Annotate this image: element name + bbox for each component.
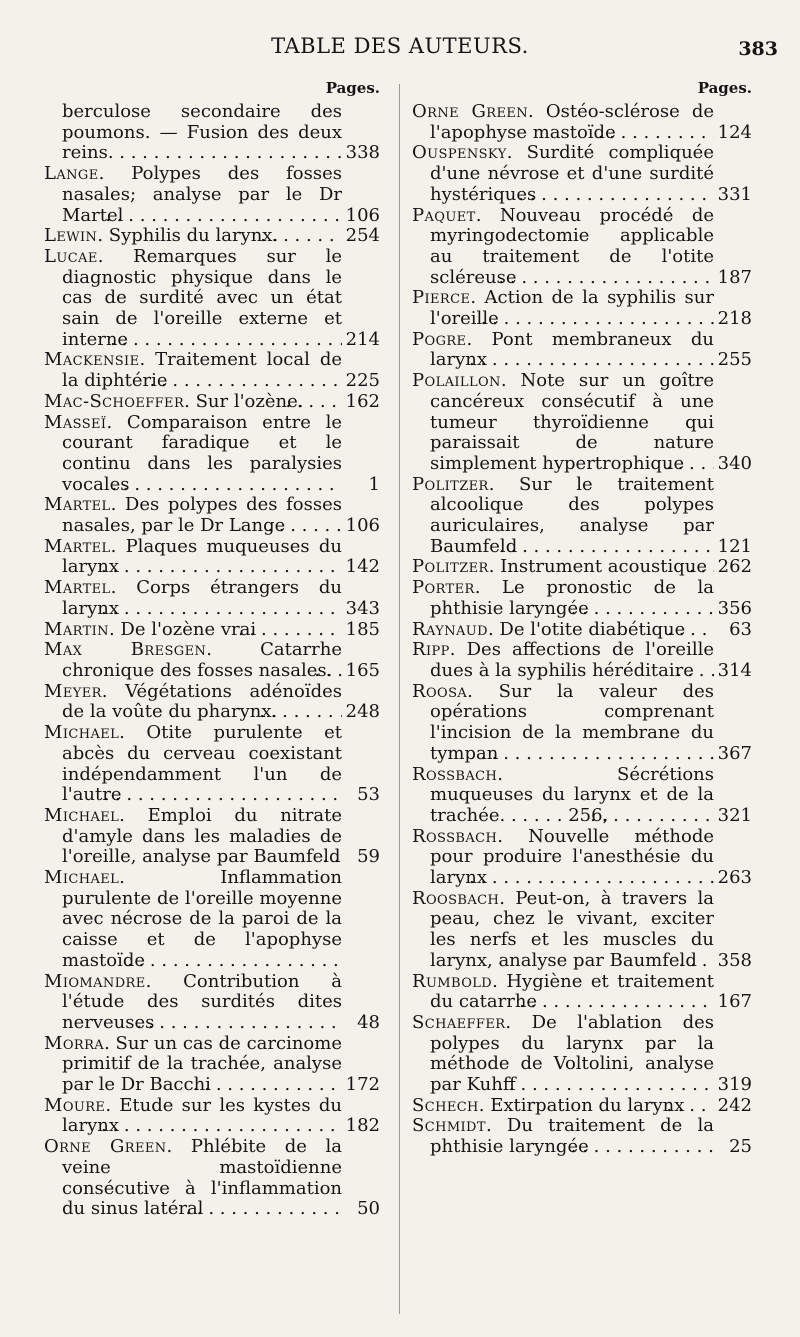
index-entry	[412, 1013, 752, 1096]
page-ref: 124	[714, 123, 752, 144]
author-name: Mac-Schoeffer	[44, 391, 185, 412]
entry-title: . Inflammation purulente de l'oreille moyenne avec nécrose de la paroi de la caisse et de l'apophyse mastoïde	[62, 868, 342, 971]
author-name: Roosbach	[412, 888, 500, 909]
index-entry	[412, 640, 752, 681]
entry-text	[44, 495, 342, 536]
author-name: Michael	[44, 723, 120, 744]
author-name: Lucae	[44, 246, 98, 267]
entry-title: . De l'otite diabétique	[487, 619, 686, 640]
author-name: Martin	[44, 619, 109, 640]
author-name: Schmidt	[412, 1116, 486, 1137]
entry-text	[44, 226, 342, 247]
page-ref: 218	[714, 309, 752, 330]
entry-title: . Otite purulente et abcès du cerveau coexistant indépendamment l'un de l'autre	[62, 723, 342, 806]
entry-title: . Sur un cas de carcinome primitif de la trachée, analyse par le Dr Bacchi	[62, 1033, 342, 1096]
entry-text	[44, 868, 342, 972]
page-ref: 48	[342, 1013, 380, 1034]
page-ref: 165	[342, 661, 380, 682]
author-name: Masseï	[44, 412, 107, 433]
index-entry	[44, 1137, 380, 1220]
page-ref: 255	[714, 350, 752, 371]
entry-text	[412, 371, 714, 475]
author-name: Politzer	[412, 557, 489, 578]
entry-text	[44, 1096, 342, 1137]
author-name: Moure	[44, 1095, 106, 1116]
page-ref: 262	[714, 557, 752, 578]
page-ref: 1	[342, 475, 380, 496]
index-entry	[44, 868, 380, 972]
index-entry	[412, 288, 752, 329]
entry-title: . Comparaison entre le courant faradique et le continu dans les paralysies vocales	[62, 412, 342, 495]
entry-text	[412, 578, 714, 619]
index-entry	[44, 578, 380, 619]
entry-title: . Peut-on, à travers la peau, chez le vivant, exciter les nerfs et les muscles du larynx, analyse par Baumfeld	[430, 888, 714, 971]
author-name: Miomandre	[44, 971, 146, 992]
entry-text	[412, 682, 714, 765]
entry-title: . Surdité compliquée d'une névrose et d'une surdité hystériques	[430, 143, 714, 205]
index-entry	[44, 682, 380, 723]
right-column	[412, 78, 752, 1158]
entry-text	[412, 1096, 714, 1117]
index-entry	[412, 889, 752, 972]
index-entry	[44, 247, 380, 351]
author-name: Pogre	[412, 329, 467, 350]
page-ref: 338	[342, 143, 380, 164]
author-name: Roosa	[412, 681, 468, 702]
page-ref: 121	[714, 537, 752, 558]
entry-title: . Sur le traitement alcoolique des polypes auriculaires, analyse par Baumfeld	[430, 474, 714, 557]
entry-title: . De l'ozène vrai	[108, 619, 257, 640]
entry-text	[44, 972, 342, 1034]
entry-title: . Sur la valeur des opérations comprenant l'incision de la membrane du tympan	[430, 681, 714, 764]
author-name: Rumbold	[412, 971, 493, 992]
entry-text	[412, 102, 714, 143]
entry-text	[412, 1013, 714, 1096]
pages-label: Pages.	[325, 79, 380, 97]
page-ref: 106	[342, 206, 380, 227]
page-ref: 331	[714, 185, 752, 206]
entry-title: . Remarques sur le diagnostic physique dans le cas de surdité avec un état sain de l'oreille externe et interne	[62, 246, 342, 350]
entry-text	[44, 392, 342, 413]
page-ref: 167	[714, 992, 752, 1013]
page-ref: 182	[342, 1116, 380, 1137]
author-name: Paquet	[412, 205, 476, 226]
entry-title: . Nouvelle méthode pour produire l'anesthésie du larynx	[430, 826, 714, 889]
author-name: Rossbach	[412, 826, 498, 847]
entry-text	[412, 557, 714, 578]
entry-text	[44, 806, 342, 868]
pages-label: Pages.	[697, 79, 752, 97]
entry-text	[412, 827, 714, 889]
entry-title: . Végétations adénoïdes de la voûte du pharynx.	[62, 681, 342, 723]
author-name: Martel	[44, 536, 111, 557]
page-ref: 225	[342, 371, 380, 392]
entry-text	[44, 578, 342, 619]
page-ref: 314	[714, 661, 752, 682]
column-divider	[399, 84, 400, 1314]
index-entry	[412, 827, 752, 889]
index-entry	[44, 226, 380, 247]
page-ref: 263	[714, 868, 752, 889]
entry-title: . Etude sur les kystes du larynx	[62, 1095, 342, 1137]
index-entry	[412, 1116, 752, 1157]
index-entry-list	[44, 102, 380, 1220]
entry-text	[412, 640, 714, 681]
page-ref: 340	[714, 454, 752, 475]
entry-title: . Des polypes des fosses nasales, par le Dr Lange	[62, 495, 342, 537]
index-entry	[44, 413, 380, 496]
page-ref: 343	[342, 599, 380, 620]
index-entry	[412, 972, 752, 1013]
index-entry	[44, 806, 380, 868]
entry-title: . Des affections de l'oreille dues à la syphilis héréditaire	[430, 640, 714, 681]
page-ref: 321	[714, 806, 752, 827]
index-entry	[44, 640, 380, 681]
index-entry	[412, 475, 752, 558]
entry-text	[412, 889, 714, 972]
author-name: Orne Green	[412, 102, 529, 122]
index-entry	[44, 620, 380, 641]
page-ref: 185	[342, 620, 380, 641]
page-ref: 162	[342, 392, 380, 413]
index-entry	[412, 371, 752, 475]
page-ref: 319	[714, 1075, 752, 1096]
page-ref: 25	[714, 1137, 752, 1158]
page-ref: 53	[342, 785, 380, 806]
index-entry	[412, 143, 752, 205]
entry-title: berculose secondaire des poumons. — Fusion des deux reins	[62, 102, 342, 164]
entry-title: . Catarrhe chronique des fosses nasales.	[62, 640, 342, 681]
entry-text	[412, 206, 714, 289]
index-entry	[44, 102, 380, 164]
author-name: Ripp	[412, 640, 450, 661]
author-name: Lange	[44, 164, 99, 185]
entry-text	[44, 1034, 342, 1096]
page-ref: 106	[342, 516, 380, 537]
entry-text	[44, 640, 342, 681]
entry-text	[412, 143, 714, 205]
index-entry	[44, 537, 380, 578]
author-name: Schaeffer	[412, 1012, 506, 1033]
entry-text	[44, 350, 342, 391]
author-name: Politzer	[412, 474, 489, 495]
index-entry	[412, 206, 752, 289]
index-entry	[44, 392, 380, 413]
author-name: Raynaud	[412, 619, 488, 640]
page-ref: 242	[714, 1096, 752, 1117]
entry-text	[412, 1116, 714, 1157]
author-name: Michael	[44, 805, 120, 826]
entry-title: . Instrument acoustique	[488, 557, 708, 578]
author-name: Rossbach	[412, 764, 498, 785]
entry-title: . De l'ablation des polypes du larynx par la méthode de Voltolini, analyse par Kuhff	[430, 1012, 714, 1096]
entry-title: . Ostéo-sclérose de l'apophyse mastoïde	[430, 102, 714, 143]
entry-title: . Pont membraneux du larynx	[430, 329, 714, 371]
entry-text	[44, 620, 342, 641]
page-ref: 63	[714, 620, 752, 641]
author-name: Pierce	[412, 288, 471, 309]
page-ref: 187	[714, 268, 752, 289]
author-name: Porter	[412, 578, 475, 599]
page-title: TABLE DES AUTEURS.	[271, 34, 529, 58]
index-entry	[44, 164, 380, 226]
entry-title: . Sur l'ozène.	[184, 391, 304, 412]
index-entry	[412, 578, 752, 619]
entry-title: . Hygiène et traitement du catarrhe	[430, 971, 714, 1013]
entry-title: . Nouveau procédé de myringodectomie applicable au traitement de l'otite scléreuse	[430, 205, 714, 288]
index-entry	[412, 330, 752, 371]
page-ref: 50	[342, 1199, 380, 1220]
entry-title: . Polypes des fosses nasales; analyse par le Dr Martel	[62, 164, 342, 226]
page-ref: 59	[342, 847, 380, 868]
index-entry	[44, 1096, 380, 1137]
entry-title: . Action de la syphilis sur l'oreille	[430, 288, 714, 330]
entry-title: . Corps étrangers du larynx	[62, 578, 342, 619]
entry-text	[412, 288, 714, 329]
page-number: 383	[738, 38, 778, 60]
page-ref: 254	[342, 226, 380, 247]
author-name: Ouspensky	[412, 143, 507, 164]
author-name: Michael	[44, 868, 120, 889]
page-header	[0, 34, 800, 74]
page-ref: 142	[342, 557, 380, 578]
author-name: Mackensie	[44, 350, 140, 371]
index-entry	[412, 102, 752, 143]
index-entry	[412, 620, 752, 641]
author-name: Martel	[44, 495, 111, 516]
page-ref: 248	[342, 702, 380, 723]
page-ref: 367	[714, 744, 752, 765]
index-entry	[44, 723, 380, 806]
entry-text	[412, 330, 714, 371]
entry-title: . Plaques muqueuses du larynx	[62, 536, 342, 578]
entry-title: . Traitement local de la diphtérie	[62, 350, 342, 392]
entry-text	[412, 972, 714, 1013]
entry-text	[44, 164, 342, 226]
entry-title: . Phlébite de la veine mastoïdienne consécutive à l'inflammation du sinus latéral	[62, 1137, 342, 1220]
author-name: Martel	[44, 578, 111, 599]
index-entry	[412, 765, 752, 827]
left-column	[44, 78, 380, 1220]
entry-title: . Extirpation du larynx	[478, 1095, 685, 1116]
index-entry	[44, 495, 380, 536]
entry-text	[412, 765, 714, 827]
index-entry	[412, 557, 752, 578]
entry-text	[44, 537, 342, 578]
entry-text	[412, 475, 714, 558]
page-ref: 172	[342, 1075, 380, 1096]
index-entry	[44, 972, 380, 1034]
index-entry	[412, 682, 752, 765]
entry-title: . Le pronostic de la phthisie laryngée	[430, 578, 714, 619]
author-name: Max Bresgen	[44, 640, 207, 661]
entry-text	[44, 102, 342, 164]
entry-text	[44, 1137, 342, 1220]
entry-title: . Du traitement de la phthisie laryngée	[430, 1116, 714, 1158]
entry-title: . Sécrétions muqueuses du larynx et de la trachée. . . . . . 256,	[430, 764, 714, 826]
index-entry	[412, 1096, 752, 1117]
page-ref: 214	[342, 330, 380, 351]
page-ref: 358	[714, 951, 752, 972]
index-entry	[44, 1034, 380, 1096]
author-name: Orne Green	[44, 1137, 167, 1158]
entry-title: . Contribution à l'étude des surdités dites nerveuses	[62, 971, 342, 1033]
page-ref: 356	[714, 599, 752, 620]
index-entry-list	[412, 102, 752, 1158]
entry-text	[44, 413, 342, 496]
entry-text	[44, 682, 342, 723]
entry-text	[44, 723, 342, 806]
entry-title: . Syphilis du larynx.	[97, 226, 279, 247]
author-name: Morra	[44, 1033, 105, 1054]
entry-text	[412, 620, 714, 641]
author-name: Schech	[412, 1095, 479, 1116]
index-entry	[44, 350, 380, 391]
entry-title: . Note sur un goître cancéreux consécutif à une tumeur thyroïdienne qui paraissait de nature simplement hypertrophique	[430, 371, 714, 474]
author-name: Lewin	[44, 226, 98, 247]
author-name: Meyer	[44, 681, 102, 702]
author-name: Polaillon	[412, 371, 501, 392]
entry-title: . Emploi du nitrate d'amyle dans les maladies de l'oreille, analyse par Baumfeld	[62, 805, 342, 868]
entry-text	[44, 247, 342, 351]
